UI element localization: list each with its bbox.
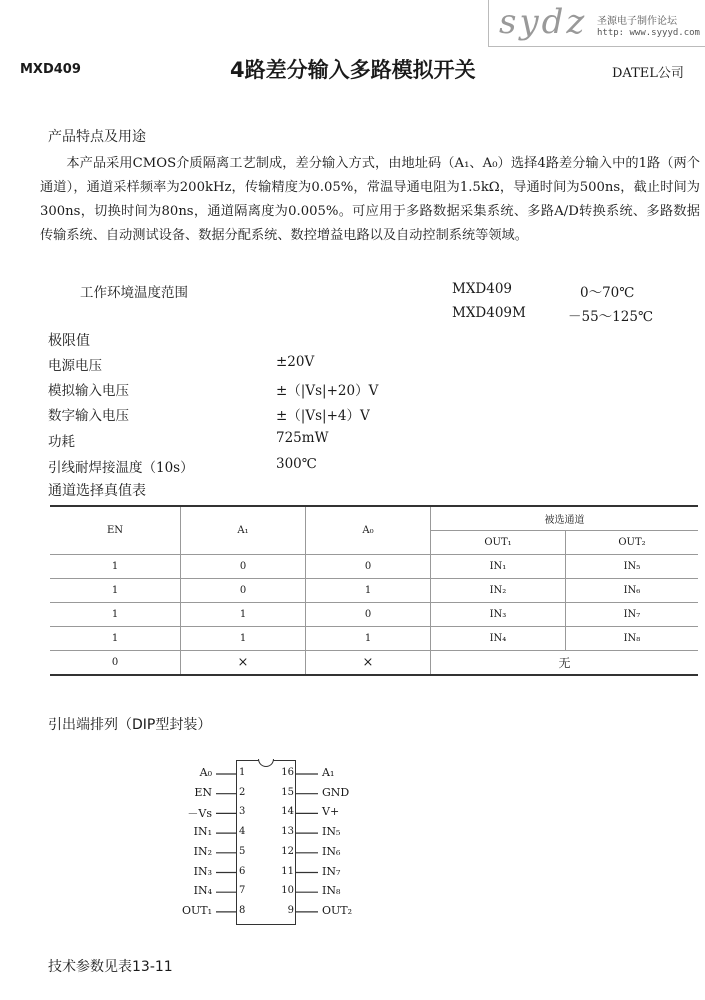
- pinout-heading: 引出端排列（DIP型封装）: [48, 717, 212, 733]
- temp-label: 工作环境温度范围: [80, 285, 188, 301]
- pin-name-right: V+: [322, 805, 340, 819]
- cell-a1: 1: [181, 603, 306, 627]
- cell-a1: 1: [181, 627, 306, 651]
- limit-label-3: 数字输入电压: [48, 408, 129, 424]
- cell-a1: 0: [181, 579, 306, 603]
- cell-out1: IN₁: [431, 555, 566, 579]
- limit-value-4: 725mW: [276, 430, 329, 446]
- limit-label-4: 功耗: [48, 434, 75, 450]
- pin-number-left: 4: [239, 826, 246, 838]
- col-a1: A₁: [181, 506, 306, 555]
- temp-range-2: －55～125℃: [568, 309, 654, 325]
- model-code: MXD409: [20, 62, 81, 77]
- cell-en: 1: [50, 627, 181, 651]
- watermark-name: 圣源电子制作论坛: [597, 16, 677, 27]
- limit-label-1: 电源电压: [48, 358, 102, 374]
- limit-label-5: 引线耐焊接温度（10s）: [48, 460, 194, 476]
- cell-out2: IN₅: [565, 555, 698, 579]
- pin-name-left: IN₁: [193, 825, 212, 839]
- cell-a1: ×: [181, 651, 306, 676]
- features-text: 本产品采用CMOS介质隔离工艺制成，差分输入方式，由地址码（A₁、A₀）选择4路差分输入中的1路（两个通道），通道采样频率为200kHz，传输精度为0.05%，常温导通电阻为1.5kΩ，导通时间为500ns，截止时间为300ns，切换时间为80ns，通道隔离度为0.005%。可应用于多路数据采集系统、多路A/D转换系统、多路数据传输系统、自动测试设备、数据分配系统、数控增益电路以及自动控制系统等领域。: [40, 156, 700, 243]
- truth-table-heading: 通道选择真值表: [48, 483, 146, 499]
- watermark-url: http: www.syyyd.com: [597, 28, 700, 38]
- pin-number-left: 3: [239, 806, 246, 818]
- pin-number-right: 11: [281, 865, 294, 877]
- pin-name-right: IN₈: [322, 884, 341, 898]
- footer-ref: 技术参数见表13-11: [48, 959, 173, 975]
- pin-name-right: A₁: [322, 766, 335, 779]
- pin-number-right: 10: [281, 885, 294, 897]
- pin-number-left: 1: [239, 767, 246, 778]
- col-group-selected: 被选通道: [431, 506, 699, 531]
- pin-number-right: 12: [281, 845, 294, 857]
- pin-number-right: 16: [281, 767, 294, 778]
- cell-out1: IN₂: [431, 579, 566, 603]
- pin-number-left: 8: [239, 904, 246, 916]
- pin-number-left: 7: [239, 885, 246, 897]
- pin-name-right: IN₅: [322, 825, 341, 839]
- pin-number-left: 5: [239, 845, 246, 857]
- cell-a0: 0: [306, 555, 431, 579]
- company-name: DATEL公司: [612, 66, 684, 81]
- cell-en: 1: [50, 579, 181, 603]
- temp-model-1: MXD409: [452, 281, 513, 297]
- pin-number-left: 6: [239, 865, 246, 877]
- cell-en: 1: [50, 555, 181, 579]
- cell-out1: IN₃: [431, 603, 566, 627]
- cell-a0: ×: [306, 651, 431, 676]
- limit-value-2: ±（|Vs|+20）V: [276, 383, 379, 399]
- features-heading: 产品特点及用途: [48, 129, 146, 145]
- cell-a1: 0: [181, 555, 306, 579]
- pin-name-left: IN₃: [193, 864, 212, 878]
- col-en: EN: [50, 506, 181, 555]
- limit-value-3: ±（|Vs|+4）V: [276, 408, 370, 424]
- limit-value-5: 300℃: [276, 456, 317, 472]
- pin-name-right: GND: [322, 785, 350, 799]
- limit-value-1: ±20V: [276, 354, 315, 370]
- pin-number-right: 9: [287, 904, 294, 916]
- pin-number-left: 2: [239, 786, 246, 798]
- col-out1: OUT₁: [431, 531, 566, 555]
- col-a0: A₀: [306, 506, 431, 555]
- cell-out2: IN₆: [565, 579, 698, 603]
- cell-en: 0: [50, 651, 181, 676]
- cell-a0: 1: [306, 627, 431, 651]
- temp-model-2: MXD409M: [452, 305, 526, 321]
- pin-name-left: IN₄: [193, 884, 212, 898]
- cell-none: 无: [431, 651, 699, 676]
- limit-label-2: 模拟输入电压: [48, 383, 129, 399]
- pin-number-right: 15: [281, 786, 294, 798]
- pin-name-left: －Vs: [187, 807, 212, 821]
- page-title: 4路差分输入多路模拟开关: [230, 58, 476, 82]
- cell-en: 1: [50, 603, 181, 627]
- pin-name-left: EN: [194, 785, 212, 799]
- pin-name-left: IN₂: [193, 844, 212, 858]
- cell-a0: 1: [306, 579, 431, 603]
- col-out2: OUT₂: [565, 531, 698, 555]
- cell-out1: IN₄: [431, 627, 566, 651]
- pin-name-left: OUT₁: [181, 903, 212, 917]
- temp-range-1: 0～70℃: [580, 285, 635, 301]
- pin-name-right: OUT₂: [322, 903, 353, 917]
- watermark-logo: sydz: [499, 2, 588, 42]
- cell-a0: 0: [306, 603, 431, 627]
- pin-name-left: A₀: [199, 766, 212, 779]
- pin-number-right: 14: [281, 806, 294, 818]
- pin-name-right: IN₆: [322, 844, 341, 858]
- cell-out2: IN₇: [565, 603, 698, 627]
- pin-name-right: IN₇: [322, 864, 341, 878]
- pin-number-right: 13: [281, 826, 294, 838]
- cell-out2: IN₈: [565, 627, 698, 651]
- limits-heading: 极限值: [48, 333, 90, 349]
